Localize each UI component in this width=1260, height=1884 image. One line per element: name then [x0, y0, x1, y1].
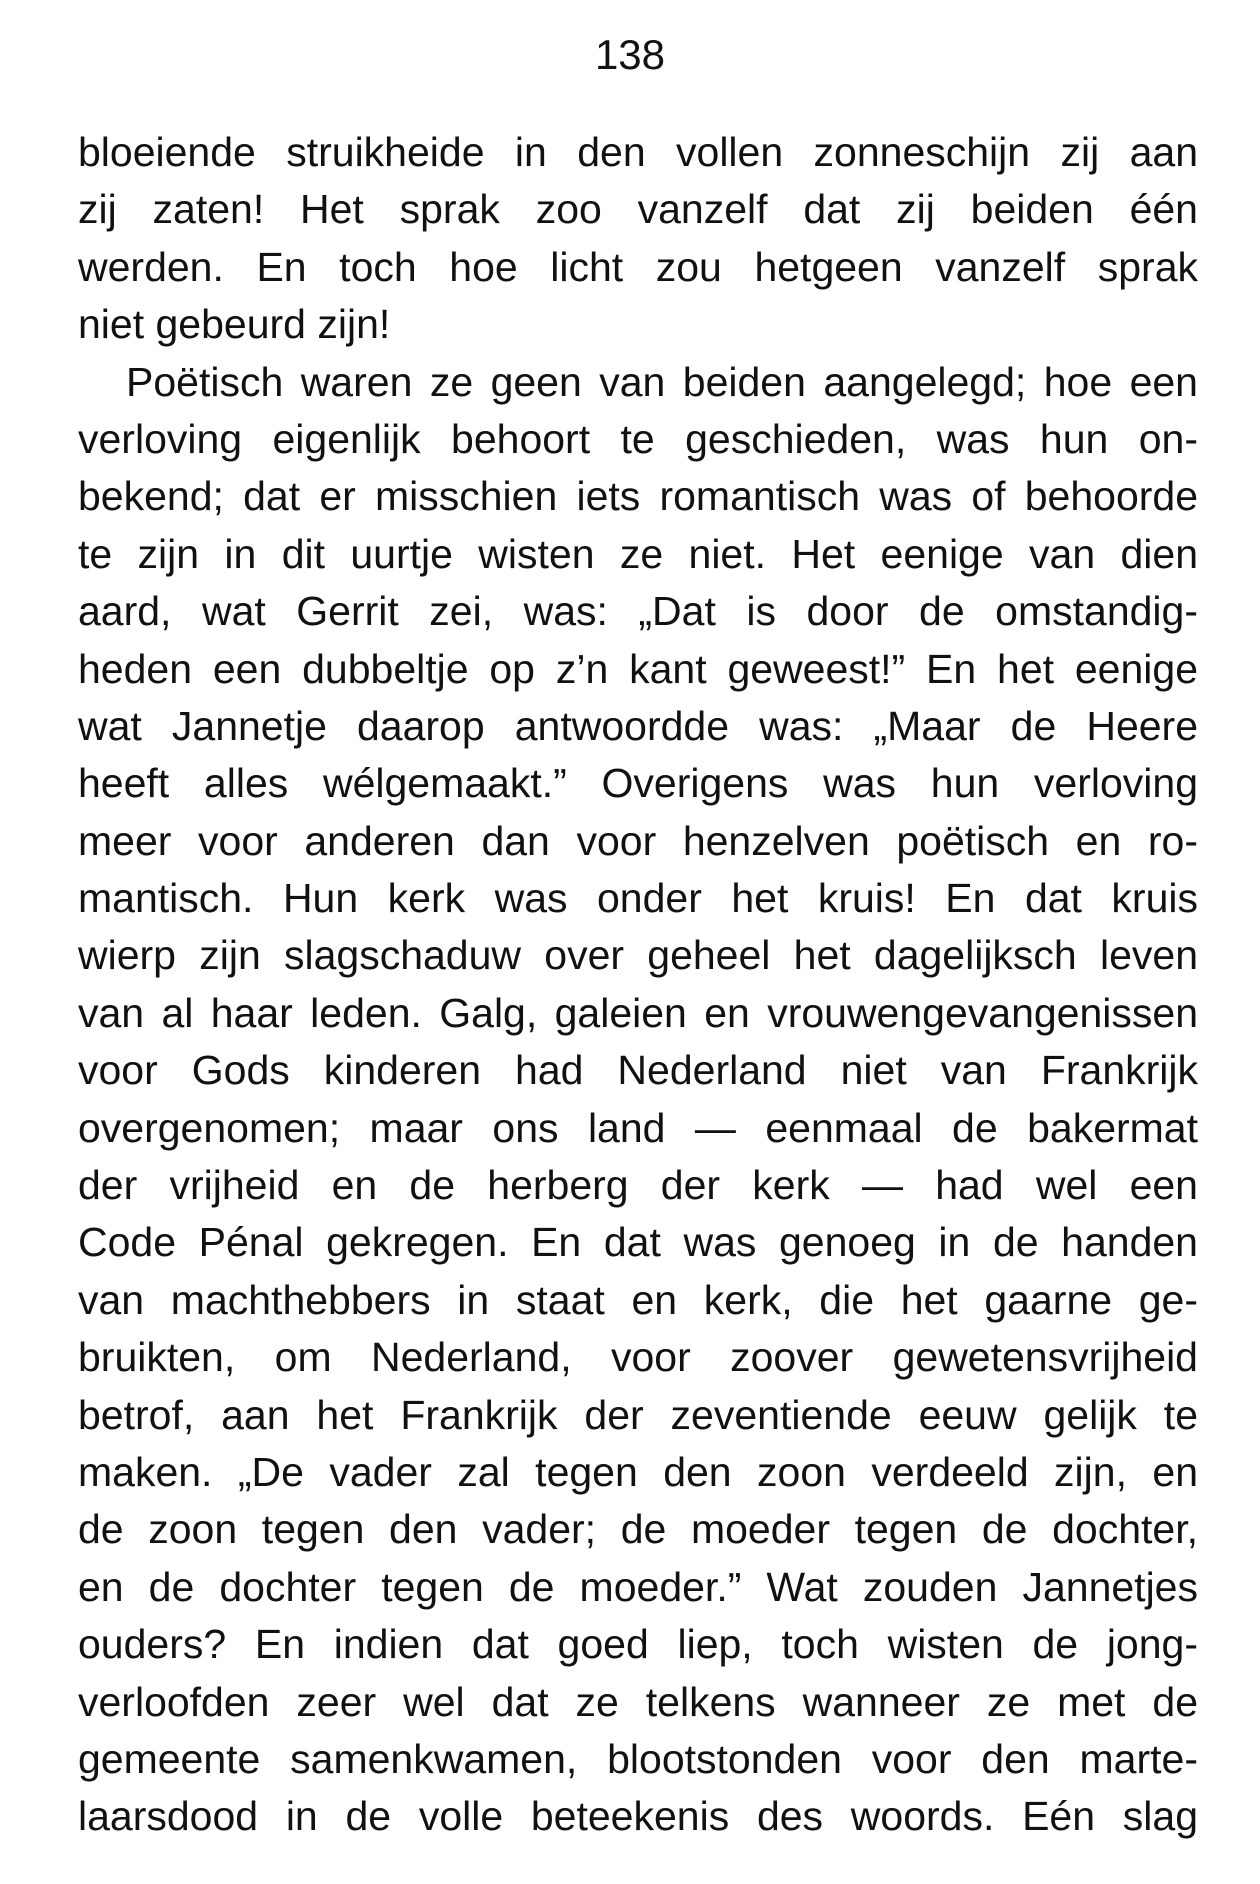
text-line: wat Jannetje daarop antwoordde was: „Maar de Heere: [78, 702, 1198, 749]
text-line: overgenomen; maar ons land — eenmaal de bakermat: [78, 1104, 1198, 1151]
text-line: verloving eigenlijk behoort te geschieden, was hun on-: [78, 415, 1198, 462]
text-line: gemeente samenkwamen, blootstonden voor den marte-: [78, 1735, 1198, 1782]
text-line: Code Pénal gekregen. En dat was genoeg in de handen: [78, 1219, 1198, 1266]
text-line: ouders? En indien dat goed liep, toch wisten de jong-: [78, 1621, 1198, 1668]
text-line: laarsdood in de volle beteekenis des woords. Eén slag: [78, 1793, 1198, 1840]
text-line: voor Gods kinderen had Nederland niet van Frankrijk: [78, 1047, 1198, 1094]
text-line: aard, wat Gerrit zei, was: „Dat is door de omstandig-: [78, 588, 1198, 635]
text-line: mantisch. Hun kerk was onder het kruis! En dat kruis: [78, 875, 1198, 922]
text-line: en de dochter tegen de moeder.” Wat zouden Jannetjes: [78, 1563, 1198, 1610]
text-line: niet gebeurd zijn!: [78, 301, 391, 348]
text-line: meer voor anderen dan voor henzelven poëtisch en ro-: [78, 817, 1198, 864]
text-line: der vrijheid en de herberg der kerk — had wel een: [78, 1162, 1198, 1209]
text-line: wierp zijn slagschaduw over geheel het dagelijksch leven: [78, 932, 1198, 979]
page-number: 138: [594, 31, 666, 78]
text-line: de zoon tegen den vader; de moeder tegen de dochter,: [78, 1506, 1198, 1553]
text-line: Poëtisch waren ze geen van beiden aangelegd; hoe een: [126, 358, 1198, 405]
text-line: maken. „De vader zal tegen den zoon verdeeld zijn, en: [78, 1448, 1198, 1495]
text-line: zij zaten! Het sprak zoo vanzelf dat zij beiden één: [78, 186, 1198, 233]
text-line: van al haar leden. Galg, galeien en vrouwengevangenissen: [78, 989, 1198, 1036]
text-line: bloeiende struikheide in den vollen zonneschijn zij aan: [78, 129, 1198, 175]
text-line: bruikten, om Nederland, voor zoover gewetensvrijheid: [78, 1334, 1198, 1381]
body-text: [78, 124, 1198, 1846]
text-line: te zijn in dit uurtje wisten ze niet. Het eenige van dien: [78, 530, 1198, 577]
text-line: van machthebbers in staat en kerk, die het gaarne ge-: [78, 1276, 1198, 1323]
text-line: verloofden zeer wel dat ze telkens wanneer ze met de: [78, 1678, 1198, 1725]
text-line: bekend; dat er misschien iets romantisch was of behoorde: [78, 473, 1198, 520]
text-line: heden een dubbeltje op z’n kant geweest!” En het eenige: [78, 645, 1198, 692]
text-line: heeft alles wélgemaakt.” Overigens was hun verloving: [78, 760, 1198, 807]
text-line: betrof, aan het Frankrijk der zeventiende eeuw gelijk te: [78, 1391, 1198, 1438]
text-line: werden. En toch hoe licht zou hetgeen vanzelf sprak: [78, 243, 1198, 290]
